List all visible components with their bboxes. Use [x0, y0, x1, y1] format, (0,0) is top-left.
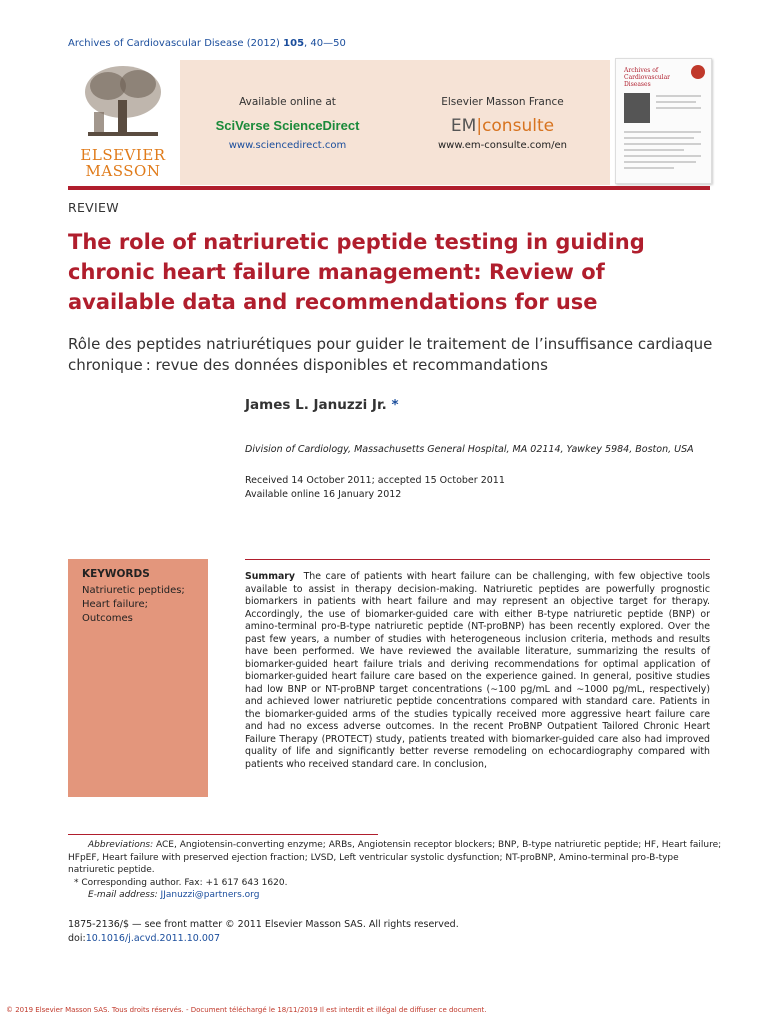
email-label: E-mail address:	[88, 890, 158, 900]
corresponding-author-link[interactable]: *	[391, 397, 399, 413]
issn-line: 1875-2136/$ — see front matter © 2011 Elsevier Masson SAS. All rights reserved.	[68, 919, 459, 930]
elsevier-france-label: Elsevier Masson France	[441, 96, 564, 108]
abbreviations-note	[68, 839, 728, 877]
article-title: The role of natriuretic peptide testing in guiding chronic heart failure management: Review of available data and recommendations for use	[68, 230, 645, 314]
author-affiliation: Division of Cardiology, Massachusetts General Hospital, MA 02114, Yawkey 5984, Boston, USA	[245, 444, 694, 455]
abbreviations-label: Abbreviations:	[88, 840, 154, 850]
access-banner	[180, 60, 610, 185]
doi-link[interactable]: 10.1016/j.acvd.2011.10.007	[85, 933, 220, 944]
emconsulte-logo: EM|consulte	[450, 116, 555, 136]
summary-abstract	[245, 571, 710, 771]
logo-word-elsevier: ELSEVIER	[80, 146, 166, 164]
issn-block	[68, 918, 459, 946]
sciverse-logo: SciVerse ScienceDirect	[215, 118, 360, 133]
keywords-heading: KEYWORDS	[82, 568, 150, 580]
download-copyright-notice: © 2019 Elsevier Masson SAS. Tous droits réservés. - Document téléchargé le 18/11/2019 Il est interdit et illégal de diffuser ce document.	[6, 1006, 487, 1014]
sciencedirect-link[interactable]: www.sciencedirect.com	[228, 140, 347, 151]
author-name: James L. Januzzi Jr. *	[245, 397, 399, 413]
footnote-divider	[68, 834, 378, 835]
article-title-french: Rôle des peptides natriurétiques pour guider le traitement de l’insuffisance cardiaque chronique : revue des données disponibles et recommandations	[68, 335, 713, 374]
logo-word-masson: MASSON	[85, 162, 161, 180]
header-divider	[68, 186, 710, 190]
cover-title: Archives of Cardiovascular Diseases	[624, 67, 671, 88]
article-type: REVIEW	[68, 200, 119, 215]
summary-text: The care of patients with heart failure can be challenging, with few objective tools available to assist in therapy decision-making. Natriuretic peptides are powerfully prognostic biomarkers in patients with heart failure and may represent an objective target for therapy. Accordingly, the use of biomarker-guided care with either B-type natriuretic peptide (BNP) or amino-terminal pro-B-type natriuretic peptide (NT-proBNP) has been recently explored. Over the past few years, a number of studies with heterogeneous inclusion criteria, methods and results have been performed. We have reviewed the available literature, summarizing the results of biomarker-guided heart failure trials and deriving recommendations for optimal application of biomarker-guided heart failure care based on the experience gained. In general, positive studies had low BNP or NT-proBNP target concentrations (∼100 pg/mL and ∼1000 pg/mL, respectively) and achieved lower natriuretic peptide concentrations compared with standard care. Patients in the biomarker-guided arms of the studies typically received more aggressive heart failure care and had no excess adverse outcomes. In the recent ProBNP Outpatient Tailored Chronic Heart Failure Therapy (PROTECT) study, patients treated with biomarker-guided care also had improved quality of life and significantly better reverse remodeling on echocardiography compared with patients who received standard care. In conclusion,	[245, 571, 710, 770]
summary-divider	[245, 559, 710, 560]
emconsulte-link[interactable]: www.em-consulte.com/en	[437, 140, 568, 151]
keyword-item: Heart failure;	[82, 599, 148, 610]
cover-badge-icon	[691, 65, 705, 79]
emconsulte-panel	[395, 60, 610, 185]
journal-reference[interactable]	[68, 38, 346, 49]
author-email-link[interactable]: JJanuzzi@partners.org	[160, 890, 260, 900]
footnotes	[68, 839, 728, 902]
keywords-list	[82, 584, 185, 626]
keyword-item: Natriuretic peptides;	[82, 585, 185, 596]
abbreviations-text: ACE, Angiotensin-converting enzyme; ARBs, Angiotensin receptor blockers; BNP, B-type natriuretic peptide; HF, Heart failure; HFpEF, Heart failure with preserved ejection fraction; LVSD, Left ventricular systolic dysfunction; NT-proBNP, Amino-terminal pro-B-type natriuretic peptide.	[68, 840, 722, 875]
keywords-box	[68, 559, 208, 797]
email-note	[68, 889, 728, 902]
doi-line: doi:10.1016/j.acvd.2011.10.007	[68, 933, 220, 944]
journal-volume: 105	[283, 38, 305, 49]
cover-image	[624, 93, 650, 123]
journal-name: Archives of Cardiovascular Disease (2012)	[68, 38, 280, 49]
article-dates	[245, 474, 505, 502]
keyword-item: Outcomes	[82, 613, 133, 624]
journal-pages: , 40—50	[304, 38, 346, 49]
elsevier-logo	[68, 62, 178, 182]
summary-heading: Summary	[245, 571, 296, 582]
tree-icon	[78, 62, 168, 142]
online-date: Available online 16 January 2012	[245, 489, 402, 500]
received-date: Received 14 October 2011; accepted 15 October 2011	[245, 475, 505, 486]
corresponding-author-note: * Corresponding author. Fax: +1 617 643 1620.	[74, 877, 288, 888]
journal-cover-thumbnail	[615, 58, 712, 184]
sciencedirect-panel	[180, 60, 395, 185]
available-online-label: Available online at	[239, 96, 336, 108]
